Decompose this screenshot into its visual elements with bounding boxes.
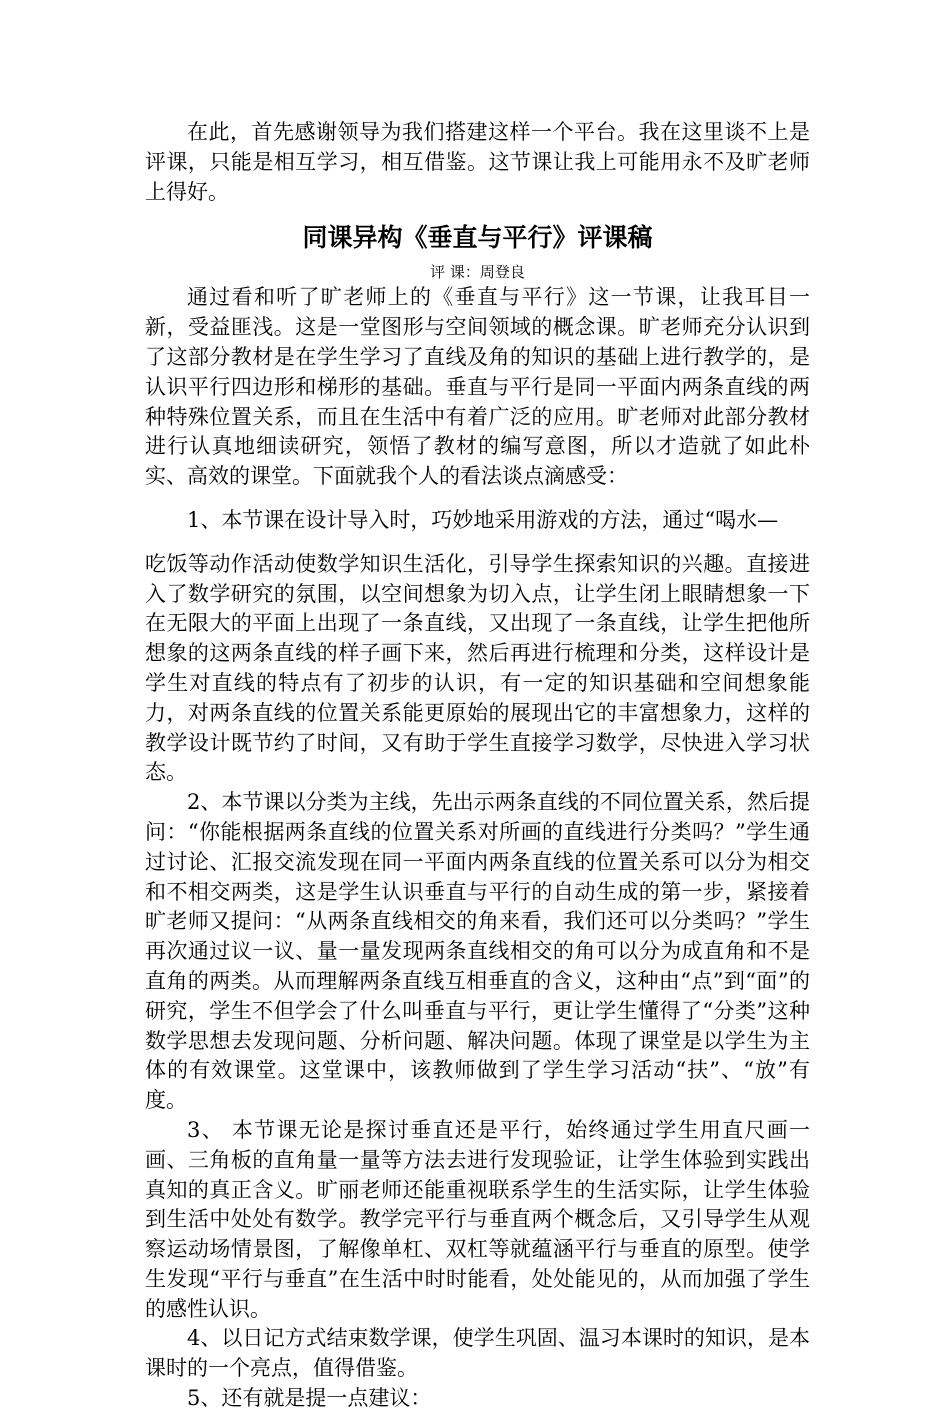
document-title: 同课异构《垂直与平行》评课稿 xyxy=(302,223,653,253)
document-page xyxy=(145,118,810,1414)
body-paragraph-point-1-continued: 吃饭等动作活动使数学知识生活化，引导学生探索知识的兴趣。直接进入了数学研究的氛围，以空间想象为切入点，让学生闭上眼睛想象一下在无限大的平面上出现了一条直线，又出现了一条直线，让学生把他所想象的这两条直线的样子画下来，然后再进行梳理和分类，这样设计是学生对直线的特点有了初步的认识，有一定的知识基础和空间想象能力，对两条直线的位置关系能更原始的展现出它的丰富想象力，这样的教学设计既节约了时间，又有助于学生直接学习数学，尽快进入学习状态。 xyxy=(145,551,810,785)
spacer xyxy=(145,492,810,506)
body-paragraph-point-5: 5、还有就是提一点建议： xyxy=(187,1386,432,1411)
author-line: 评 课：周登良 xyxy=(430,263,525,282)
spacer xyxy=(145,536,810,550)
body-paragraph-point-4: 4、以日记方式结束数学课，使学生巩固、温习本课时的知识，是本课时的一个亮点，值得借鉴。 xyxy=(145,1326,810,1381)
body-paragraph-point-1-start: 1、本节课在设计导入时，巧妙地采用游戏的方法，通过“喝水— xyxy=(187,507,779,532)
intro-paragraph: 在此，首先感谢领导为我们搭建这样一个平台。我在这里谈不上是评课，只能是相互学习，相互借鉴。这节课让我上可能用永不及旷老师上得好。 xyxy=(145,120,810,204)
body-paragraph-point-2: 2、本节课以分类为主线，先出示两条直线的不同位置关系，然后提问：“你能根据两条直线的位置关系对所画的直线进行分类吗？”学生通过讨论、汇报交流发现在同一平面内两条直线的位置关系可以分为相交和不相交两类，这是学生认识垂直与平行的自动生成的第一步，紧接着旷老师又提问：“从两条直线相交的角来看，我们还可以分类吗？”学生再次通过议一议、量一量发现两条直线相交的角可以分为成直角和不是直角的两类。从而理解两条直线互相垂直的含义，这种由“点”到“面”的研究，学生不但学会了什么叫垂直与平行，更让学生懂得了“分类”这种数学思想去发现问题、分析问题、解决问题。体现了课堂是以学生为主体的有效课堂。这堂课中，该教师做到了学生学习活动“扶”、“放”有度。 xyxy=(145,790,810,1113)
body-paragraph-point-3: 3、 本节课无论是探讨垂直还是平行，始终通过学生用直尺画一画、三角板的直角量一量等方法去进行发现验证，让学生体验到实践出真知的真正含义。旷丽老师还能重视联系学生的生活实际，让学生体验到生活中处处有数学。教学完平行与垂直两个概念后，又引导学生从观察运动场情景图，了解像单杠、双杠等就蕴涵平行与垂直的原型。使学生发现“平行与垂直”在生活中时时能看，处处能见的，从而加强了学生的感性认识。 xyxy=(145,1117,810,1321)
body-paragraph-overview: 通过看和听了旷老师上的《垂直与平行》这一节课，让我耳目一新，受益匪浅。这是一堂图形与空间领域的概念课。旷老师充分认识到了这部分教材是在学生学习了直线及角的知识的基础上进行教学的，是认识平行四边形和梯形的基础。垂直与平行是同一平面内两条直线的两种特殊位置关系，而且在生活中有着广泛的应用。旷老师对此部分教材进行认真地细读研究，领悟了教材的编写意图，所以才造就了如此朴实、高效的课堂。下面就我个人的看法谈点滴感受： xyxy=(145,285,810,489)
